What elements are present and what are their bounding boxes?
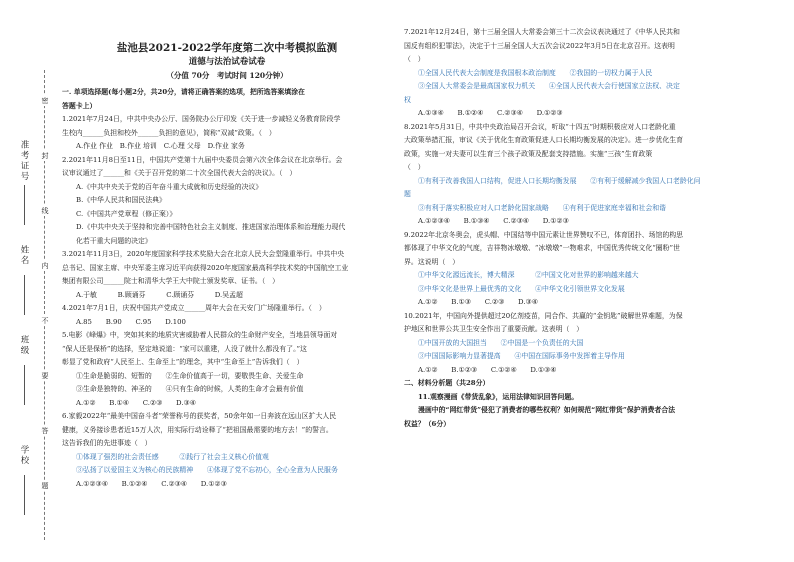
text-line: A.①② B.①④ C.②③ D.③④: [76, 398, 196, 407]
text-line: ①中国开放的大国担当 ②中国是一个负责任的大国: [418, 338, 584, 347]
text-line: D.《中共中央关于坚持和完善中国特色社会主义制度、推进国家治理体系和治理能力现代: [76, 223, 346, 231]
right-column: [404, 0, 789, 431]
school-blank: [24, 475, 25, 515]
text-line: 都体现了中华文化的气度，吉祥物冰墩墩、“冰墩墩”一物难求，中国优秀传统文化“圈粉”世: [404, 244, 680, 252]
text-line: ①中华文化源远流长，博大精深 ②中国文化对世界的影响越来越大: [418, 271, 639, 279]
text-line: 健康，义务接诊患者近15万人次，用实际行动诠释了“把祖国最需要的地方去！”的誓言。: [62, 425, 333, 434]
text-line: 7.2021年12月24日，第十三届全国人大常委会第三十二次会议表决通过了《中华人民共和: [404, 28, 680, 36]
text-line: 一. 单项选择题(每小题2分，共20分，请将正确答案的选项，把所选答案填涂在: [62, 88, 305, 96]
text-line: 漫画中的“网红带货”侵犯了消费者的哪些权利？如何规范“网红带货”保护消费者合法: [418, 406, 676, 414]
text-line: （ ）: [404, 55, 425, 63]
text-line: ③中华文化是世界上最优秀的文化 ④中华文化引领世界文化发展: [418, 284, 625, 293]
seal-mark: 要: [41, 372, 49, 379]
text-line: A.于敏 B.顾诵芬 C.顾诵芬 D.吴孟超: [76, 290, 243, 299]
text-line: A.85 B.90 C.95 D.100: [76, 317, 186, 326]
text-line: 集团有限公司______院士和清华大学王大中院士颁发奖章、证书。（ ）: [62, 277, 280, 285]
text-line: 国反有组织犯罪法》，决定于十三届全国人大五次会议2022年3月5日在北京召开。这表明: [404, 41, 675, 50]
seal-mark: 封: [41, 152, 49, 159]
text-line: 2.2021年11月8日至11日，中国共产党第十九届中央委员会第六次全体会议在北京举行。会: [62, 155, 343, 164]
text-line: 答题卡上）: [62, 101, 97, 110]
seal-mark: 不: [41, 317, 49, 324]
seal-mark: 答: [41, 427, 49, 434]
text-line: 4.2021年7月1日，庆祝中国共产党成立______周年大会在天安门广场隆重举行。（ ）: [62, 304, 326, 312]
class-blank: [24, 365, 25, 405]
name-label: 姓名: [19, 245, 29, 266]
text-line: 3.2021年11月3日，2020年度国家科学技术奖励大会在北京人民大会堂隆重举行。中共中央: [62, 250, 345, 258]
text-line: ①全国人民代表大会制度是我国根本政治制度 ②我国的一切权力属于人民: [418, 68, 653, 77]
text-line: ①体现了强烈的社会责任感 ②践行了社会主义核心价值观: [76, 452, 269, 461]
text-line: “保人还是保桥”的选择，坚定地说道：“家可以重建，人没了就什么都没有了。”这: [62, 344, 307, 353]
text-line: ③全国人大常委会是最高国家权力机关 ④全国人民代表大会行使国家立法权、决定: [418, 82, 680, 90]
seal-line: [44, 70, 45, 540]
text-line: A.①② B.①②③ C.①②④ D.①③④: [418, 365, 557, 374]
text-line: A.①②③④ B.①③④ C.②③④ D.①②③: [418, 217, 569, 225]
text-line: 5.电影《峰爆》中，突如其来的地质灾害威胁着人民群众的生命财产安全，当地县领导面对: [62, 331, 338, 339]
text-line: 题: [404, 190, 411, 198]
left-column: [62, 0, 392, 491]
text-line: 议审议通过了______和《关于召开党的第二十次全国代表大会的决议》。（ ）: [62, 169, 297, 177]
exam-title: 盐池县2021-2022学年度第二次中考模拟监测: [116, 42, 338, 54]
text-line: 9.2022年北京冬奥会，虎头帽、中国结等中国元素让世界赞叹不已，体育团扑、场馆的构思: [404, 230, 684, 239]
text-line: 大政策举措汇报，审议《关于优化生育政策促进人口长期均衡发展的决定》。进一步优化生育: [404, 136, 684, 144]
text-line: ①生命是脆弱的、短暂的 ②生命价值高于一切，要敬畏生命、关爱生命: [76, 371, 304, 380]
text-line: 生校内______负担和校外______负担的意见》，简称“双减”政策。（ ）: [62, 128, 276, 137]
text-line: A.①②③④ B.①②④ C.②③④ D.①②③: [76, 479, 227, 488]
text-line: 8.2021年5月31日，中共中央政治局召开会议，听取“十四五”时期积极应对人口老龄化重: [404, 122, 676, 131]
text-line: ③弘扬了以爱国主义为核心的民族精神 ④体现了党不忘初心，全心全意为人民服务: [76, 466, 338, 474]
text-line: 彰显了党和政府“人民至上、生命至上”的理念，其中“生命至上”告诉我们（ ）: [62, 358, 304, 366]
exam-number-label: 准考证号: [19, 140, 29, 182]
school-label: 学校: [19, 445, 29, 466]
text-line: 护地区和世界公共卫生安全作出了重要贡献。这表明（ ）: [404, 325, 584, 333]
text-line: 1.2021年7月24日，中共中央办公厅、国务院办公厅印发《关于进一步减轻义务教育阶段学: [62, 115, 341, 123]
right-question-text: [404, 26, 789, 431]
text-line: ③有利于落实积极应对人口老龄化国家战略 ④有利于促进家庭幸福和社会和谐: [418, 203, 667, 212]
text-line: 这告诉我们的先进事迹（ ）: [62, 439, 152, 447]
text-line: （ ）: [404, 163, 425, 171]
text-line: C.《中国共产党章程（修正案）》: [76, 209, 177, 218]
text-line: 二、材料分析题（共28分）: [404, 379, 490, 387]
text-line: ③中国国际影响力显著提高 ④中国在国际事务中发挥着主导作用: [418, 352, 625, 360]
text-line: 总书记、国家主席、中央军委主席习近平向获得2020年度国家最高科学技术奖的中国航空工业: [62, 263, 349, 272]
seal-mark: 密: [41, 97, 49, 104]
text-line: 10.2021年，中国向外提供超过20亿剂疫苗，同合作、共赢的“金钥匙”破解世界难题，为保: [404, 311, 683, 320]
binding-margin: [0, 0, 60, 562]
text-line: 化若干重大问题的决定》: [76, 236, 152, 245]
text-line: ③生命是独特的、神圣的 ④只有生命的时候，人类的生命才会最有价值: [76, 385, 304, 393]
text-line: 权益？（6分）: [404, 419, 451, 428]
name-blank: [24, 275, 25, 315]
text-line: A.《中共中央关于党的百年奋斗重大成就和历史经验的决议》: [76, 182, 263, 191]
text-line: 政策，实施一对夫妻可以生育三个孩子政策及配套支持措施。实施“三孩”生育政策: [404, 149, 653, 158]
text-line: 界。这说明（ ）: [404, 257, 460, 266]
seal-mark: 线: [41, 207, 49, 214]
exam-info: （分值 70分 考试时间 120分钟）: [166, 71, 288, 80]
left-question-text: [62, 86, 392, 491]
text-line: A.作业 作业 B.作业 培训 C.心理 父母 D.作业 家务: [76, 142, 245, 150]
text-line: A.①② B.①③ C.②③ D.③④: [418, 298, 538, 306]
text-line: 6.家毅2022年“最美中国奋斗者”荣誉称号的获奖者，50余年如一日奔波在远山区扩大人民: [62, 412, 337, 420]
text-line: ①有利于改善我国人口结构，促进人口长期均衡发展 ②有利于缓解减少我国人口老龄化问: [418, 176, 701, 185]
text-line: A.①③④ B.①②④ C.②③④ D.①②③: [418, 109, 563, 117]
text-line: 权: [404, 95, 411, 104]
seal-mark: 题: [41, 482, 49, 489]
seal-mark: 内: [41, 262, 49, 269]
exam-subtitle: 道德与法治试卷试卷: [188, 57, 266, 67]
exam-number-blank: [24, 185, 25, 225]
class-label: 班级: [19, 335, 29, 356]
text-line: 11.观察漫画《带货乱象》，运用法律知识回答问题。: [418, 392, 579, 401]
text-line: B.《中华人民共和国民法典》: [76, 196, 166, 204]
